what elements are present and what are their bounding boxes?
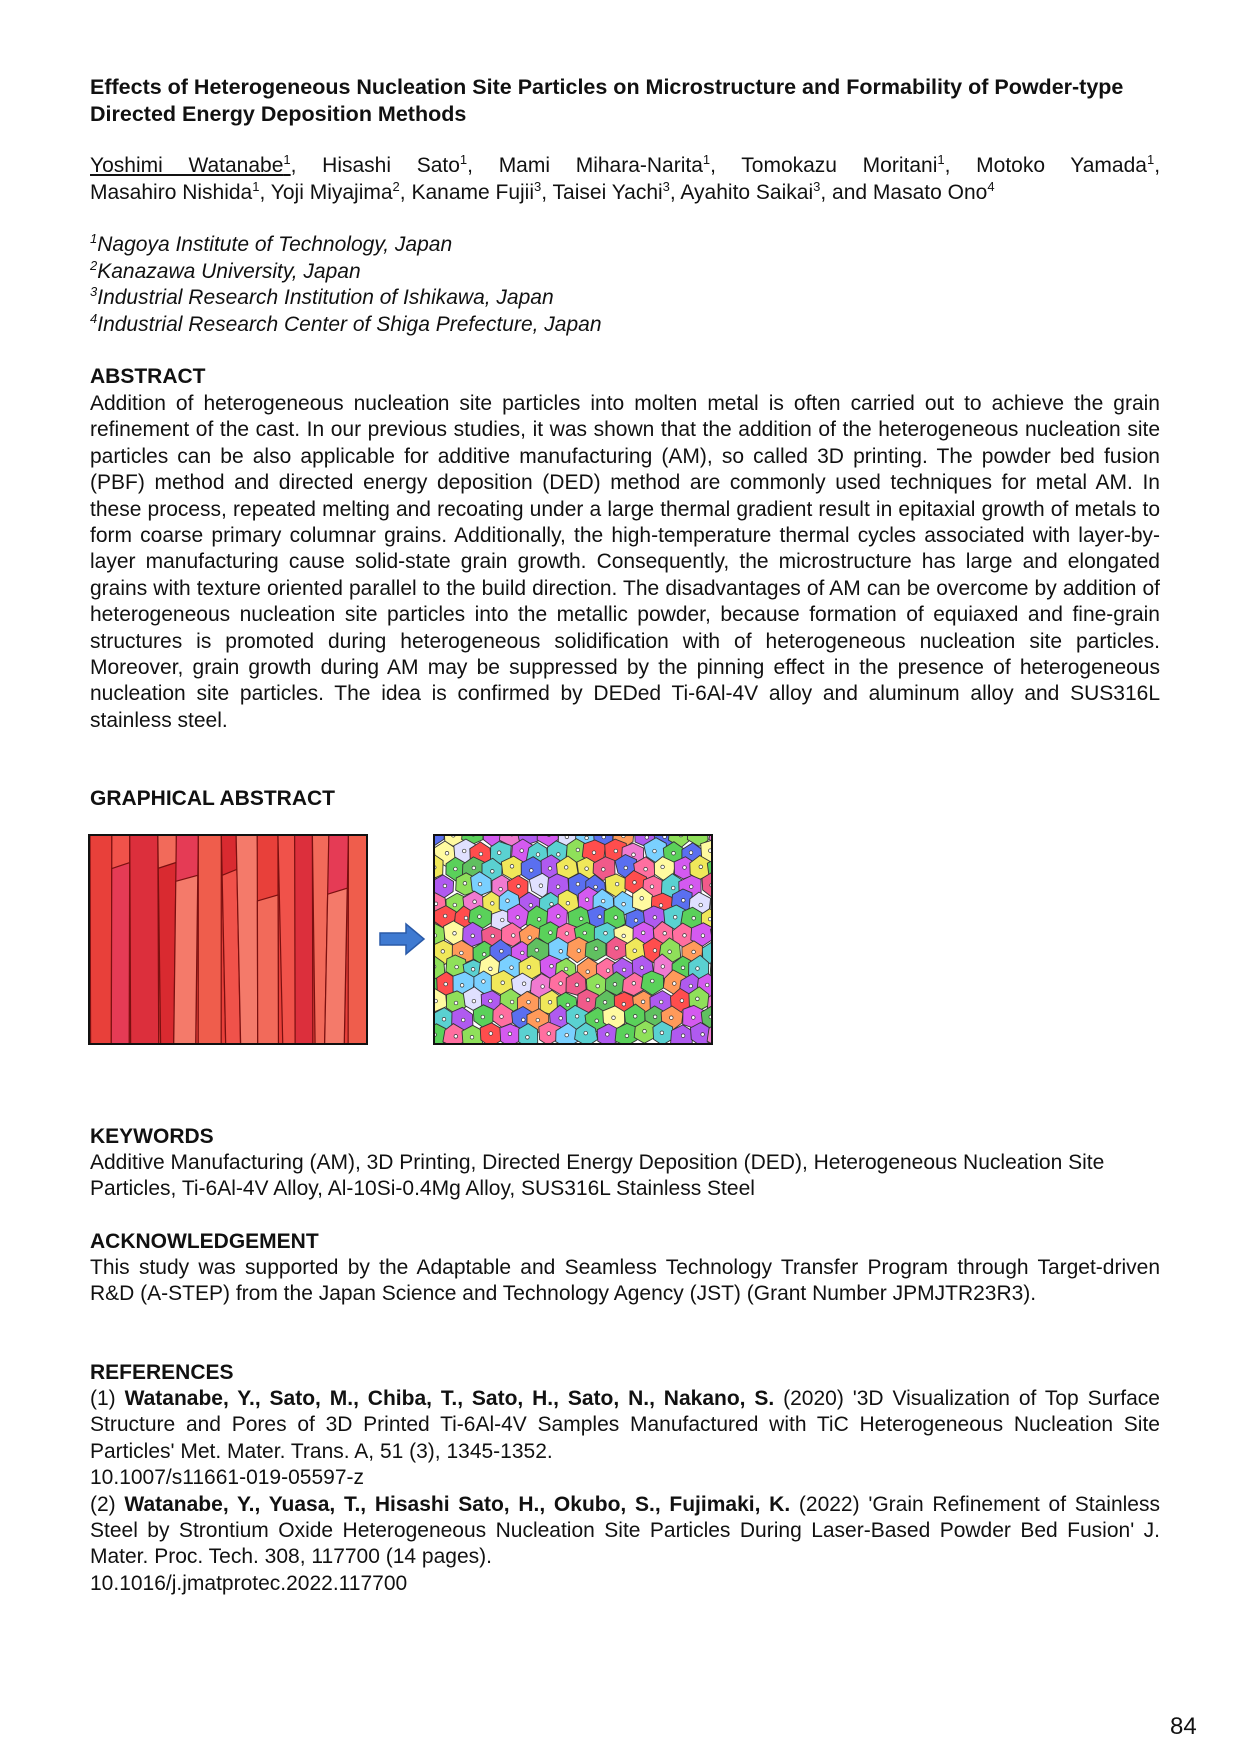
nucleation-particle xyxy=(633,881,637,885)
abstract-text: Addition of heterogeneous nucleation site particles into molten metal is often carried out to achieve the grain refinement of the cast. In our previous studies, it was shown that the addition of the heterogeneous nucleation site particles can be also applicable for additive manufacturing (AM), so called 3D printing. The powder bed fusion (PBF) method and directed energy deposition (DED) method are commonly used techniques for metal AM. In these process, repeated melting and recoating under a large thermal gradient result in epitaxial growth of metals to form coarse primary columnar grains. Additionally, the high-temperature thermal cycles associated with layer-by-layer manufacturing cause solid-state grain growth. Consequently, the microstructure has large and elongated grains with texture oriented parallel to the build direction. The disadvantages of AM can be overcome by addition of heterogeneous nucleation site particles into the metallic powder, because formation of equiaxed and fine-grain structures is promoted during heterogeneous solidification with of heterogeneous nucleation site particles. Moreover, grain growth during AM may be suppressed by the pinning effect in the presence of heterogeneous nucleation site particles. The idea is confirmed by DEDed Ti-6Al-4V alloy and aluminum alloy and SUS316L stainless steel. xyxy=(90,392,1160,732)
nucleation-particle xyxy=(548,1000,552,1004)
nucleation-particle xyxy=(586,970,590,974)
nucleation-particle xyxy=(535,948,539,952)
author-text: Ayahito Saikai xyxy=(680,181,814,204)
nucleation-particle xyxy=(634,919,638,923)
author-name xyxy=(499,154,710,177)
nucleation-particle xyxy=(460,951,464,955)
nucleation-particle xyxy=(709,1015,711,1019)
nucleation-particle xyxy=(606,1033,610,1037)
reference-item xyxy=(90,1492,1160,1598)
nucleation-particle xyxy=(653,849,657,853)
affiliation-item xyxy=(90,312,1160,339)
nucleation-particle xyxy=(632,982,636,986)
author-list: Yoshimi Watanabe$^1$, Hisashi Sato$^1$, Mami Mihara-Narita$^1$, Tomokazu Moritani$^1$, Motoko Yamada$^1$, Masahiro Nishida$^1$, Yoji Miyajima$^2$, Kaname Fujii$^3$, Taisei Yachi$^3$, Ayahito Saikai$^3$, and Masato Ono$^4$ xyxy=(90,152,1161,204)
nucleation-particle xyxy=(454,867,458,871)
nucleation-particle xyxy=(435,1033,436,1037)
nucleation-particle xyxy=(583,931,587,935)
nucleation-particle xyxy=(472,866,476,870)
author-affiliation-mark: 1 xyxy=(1146,152,1155,167)
nucleation-particle xyxy=(585,898,589,902)
nucleation-particle xyxy=(473,900,477,904)
author-name xyxy=(322,154,467,177)
nucleation-particle xyxy=(565,932,569,936)
nucleation-particle xyxy=(528,936,532,940)
nucleation-particle xyxy=(521,951,525,955)
nucleation-particle xyxy=(659,1000,663,1004)
nucleation-particle xyxy=(517,885,521,889)
nucleation-particle xyxy=(537,918,541,922)
nucleation-particle xyxy=(527,965,531,969)
reference-details: (2022) 'Grain Refinement of Stainless Steel by Strontium Oxide Heterogeneous Nucleation Site Particles During Laser-Based Powder Bed Fusion' J. Mater. Proc. Tech. 308, 117700 (14 pages). xyxy=(90,1492,1160,1569)
author-affiliation-mark: 1 xyxy=(252,179,260,194)
references-heading: REFERENCES xyxy=(90,1361,234,1384)
nucleation-particle xyxy=(557,853,561,857)
author-name xyxy=(976,154,1154,177)
author-affiliation-mark: 2 xyxy=(392,179,400,194)
nucleation-particle xyxy=(701,934,705,938)
nucleation-particle xyxy=(478,882,482,886)
columnar-grain xyxy=(198,836,221,1043)
nucleation-particle xyxy=(565,1033,569,1037)
nucleation-particle xyxy=(641,931,645,935)
columnar-grain xyxy=(348,836,366,1043)
affiliation-item xyxy=(90,259,1160,286)
nucleation-particle xyxy=(633,1015,637,1019)
nucleation-particle xyxy=(497,851,501,855)
nucleation-particle xyxy=(679,836,683,837)
nucleation-particle xyxy=(463,882,467,886)
nucleation-particle xyxy=(464,916,468,920)
nucleation-particle xyxy=(692,950,696,954)
columnar-grain xyxy=(111,863,129,1043)
columnar-grain xyxy=(130,836,159,1043)
nucleation-particle xyxy=(692,1016,696,1020)
nucleation-particle xyxy=(462,849,466,853)
nucleation-particle xyxy=(501,918,505,922)
nucleation-particle xyxy=(479,852,483,856)
nucleation-particle xyxy=(482,980,486,984)
nucleation-particle xyxy=(622,934,626,938)
acknowledgement-text: This study was supported by the Adaptable and Seamless Technology Transfer Program through Target-driven R&D (A-STEP) from the Japan Science and Technology Agency (JST) (Grant Number JPMJTR23R3). xyxy=(90,1256,1160,1306)
nucleation-particle xyxy=(491,902,495,906)
nucleation-particle xyxy=(592,851,596,855)
author-text: Masahiro Nishida xyxy=(90,181,253,204)
nucleation-particle xyxy=(633,949,637,953)
nucleation-particle xyxy=(500,1015,504,1019)
nucleation-particle xyxy=(575,983,579,987)
affiliation-text: Kanazawa University, Japan xyxy=(97,259,361,283)
nucleation-particle xyxy=(598,915,602,919)
author-name xyxy=(741,154,944,177)
affiliation-number: 4 xyxy=(90,310,98,326)
nucleation-particle xyxy=(689,885,693,889)
nucleation-particle xyxy=(645,836,649,839)
nucleation-particle xyxy=(549,931,553,935)
nucleation-particle xyxy=(453,932,457,936)
nucleation-particle xyxy=(461,1018,465,1022)
nucleation-particle xyxy=(673,915,677,919)
columnar-grain-image xyxy=(88,834,368,1045)
nucleation-particle xyxy=(506,899,510,903)
nucleation-particle xyxy=(460,984,464,988)
author-affiliation-mark: 3 xyxy=(534,179,542,194)
nucleation-particle xyxy=(482,953,486,957)
nucleation-particle xyxy=(603,1001,607,1005)
columnar-grain xyxy=(325,888,348,1043)
paper-title: Effects of Heterogeneous Nucleation Site Particles on Microstructure and Formability of Powder-type Directed Energy Deposition Methods xyxy=(90,75,1124,126)
author-name xyxy=(680,181,820,204)
nucleation-particle xyxy=(709,849,712,853)
nucleation-particle xyxy=(442,1017,446,1021)
nucleation-particle xyxy=(471,968,475,972)
nucleation-particle xyxy=(651,979,655,983)
author-text: Mami Mihara-Narita xyxy=(498,154,703,177)
nucleation-particle xyxy=(576,848,580,852)
author-affiliation-mark: 1 xyxy=(937,152,945,167)
nucleation-particle xyxy=(614,849,618,853)
affiliation-item xyxy=(90,285,1160,312)
reference-item xyxy=(90,1386,1160,1492)
nucleation-particle xyxy=(559,1016,563,1020)
nucleation-particle xyxy=(650,885,654,889)
reference-number: (2) xyxy=(90,1492,116,1516)
columnar-grain xyxy=(257,895,278,1043)
nucleation-particle xyxy=(550,964,554,968)
nucleation-particle xyxy=(565,836,569,839)
nucleation-particle xyxy=(501,981,505,985)
reference-authors: Watanabe, Y., Sato, M., Chiba, T., Sato, H., Sato, N., Nakano, S. xyxy=(124,1387,775,1410)
nucleation-particle xyxy=(445,851,449,855)
author-affiliation-mark: 1 xyxy=(459,152,468,167)
nucleation-particle xyxy=(520,849,524,853)
nucleation-particle xyxy=(559,950,563,954)
nucleation-particle xyxy=(622,836,626,838)
nucleation-particle xyxy=(594,947,598,951)
nucleation-particle xyxy=(585,867,589,871)
nucleation-particle xyxy=(444,982,448,986)
nucleation-particle xyxy=(564,866,568,870)
nucleation-particle xyxy=(596,984,600,988)
nucleation-particle xyxy=(489,967,493,971)
nucleation-particle xyxy=(710,883,711,887)
nucleation-particle xyxy=(510,966,514,970)
nucleation-particle xyxy=(586,998,590,1002)
reference-details: (2020) '3D Visualization of Top Surface Structure and Pores of 3D Printed Ti-6Al-4V Samples Manufactured with TiC Heterogeneous Nucleation Site Particles' Met. Mater. Trans. A, 51 (3), 1345-1352. xyxy=(90,1387,1160,1463)
nucleation-particle xyxy=(472,999,476,1003)
affiliation-text: Industrial Research Center of Shiga Prefecture, Japan xyxy=(97,312,602,336)
nucleation-particle xyxy=(672,851,676,855)
nucleation-particle xyxy=(454,1001,458,1005)
nucleation-particle xyxy=(671,886,675,890)
nucleation-particle xyxy=(699,903,703,907)
columnar-grain xyxy=(174,875,198,1043)
abstract-heading: ABSTRACT xyxy=(90,365,206,388)
nucleation-particle xyxy=(453,903,457,907)
nucleation-particle xyxy=(595,1019,599,1023)
author-name xyxy=(411,181,541,204)
nucleation-particle xyxy=(689,851,693,855)
nucleation-particle xyxy=(566,1003,570,1007)
nucleation-particle xyxy=(653,916,657,920)
nucleation-particle xyxy=(615,882,619,886)
nucleation-particle xyxy=(566,901,570,905)
nucleation-particle xyxy=(443,914,447,918)
author-text: Kaname Fujii xyxy=(411,181,535,204)
nucleation-particle xyxy=(491,934,495,938)
nucleation-particle xyxy=(622,968,626,972)
author-affiliation-mark: 4 xyxy=(987,179,995,194)
nucleation-particle xyxy=(510,1000,514,1004)
keywords-text: Additive Manufacturing (AM), 3D Printing, Directed Energy Deposition (DED), Heterogeneous Nucleation Site Particles, Ti-6Al-4V Alloy, Al-10Si-0.4Mg Alloy, SUS316L Stainless Steel xyxy=(90,1151,1105,1201)
nucleation-particle xyxy=(512,934,516,938)
nucleation-particle xyxy=(489,999,493,1003)
nucleation-particle xyxy=(612,1016,616,1020)
nucleation-particle xyxy=(696,967,700,971)
nucleation-particle xyxy=(452,836,456,837)
author-text: Yoji Miyajima xyxy=(270,181,393,204)
nucleation-particle xyxy=(536,1018,540,1022)
reference-doi[interactable]: 10.1007/s11661-019-05597-z xyxy=(90,1466,364,1490)
affiliation-list xyxy=(90,232,1160,338)
author-name xyxy=(271,181,400,204)
affiliation-number: 2 xyxy=(90,257,98,273)
equiaxed-grain-image xyxy=(433,834,713,1045)
author-name xyxy=(90,181,259,204)
author-affiliation-mark: 3 xyxy=(662,179,670,194)
nucleation-particle xyxy=(539,884,543,888)
author-name xyxy=(90,154,291,177)
nucleation-particle xyxy=(541,985,545,989)
nucleation-particle xyxy=(681,966,685,970)
nucleation-particle xyxy=(529,904,533,908)
reference-doi[interactable]: 10.1016/j.jmatprotec.2022.117700 xyxy=(90,1571,408,1595)
nucleation-particle xyxy=(435,999,438,1003)
columnar-grain xyxy=(295,836,313,1043)
nucleation-particle xyxy=(441,950,445,954)
page-number: 84 xyxy=(1170,1713,1197,1740)
nucleation-particle xyxy=(522,982,526,986)
nucleation-particle xyxy=(500,949,504,953)
nucleation-particle xyxy=(622,902,626,906)
nucleation-particle xyxy=(527,1000,531,1004)
columnar-grain xyxy=(90,836,112,1043)
nucleation-particle xyxy=(683,866,687,870)
nucleation-particle xyxy=(681,1034,685,1038)
nucleation-particle xyxy=(614,916,618,920)
nucleation-particle xyxy=(443,884,447,888)
nucleation-particle xyxy=(576,882,580,886)
nucleation-particle xyxy=(606,969,610,973)
nucleation-particle xyxy=(615,946,619,950)
affiliation-number: 1 xyxy=(90,231,98,246)
affiliation-text: Industrial Research Institution of Ishikawa, Japan xyxy=(97,286,554,309)
nucleation-particle xyxy=(663,932,667,936)
nucleation-particle xyxy=(455,965,459,969)
nucleation-particle xyxy=(708,917,711,921)
nucleation-particle xyxy=(659,904,663,908)
nucleation-particle xyxy=(683,934,687,938)
author-affiliation-mark: 3 xyxy=(813,179,821,194)
nucleation-particle xyxy=(454,1035,458,1039)
nucleation-particle xyxy=(653,1015,657,1019)
nucleation-particle xyxy=(556,885,560,889)
nucleation-particle xyxy=(508,1032,512,1036)
author-text: Yoshimi Watanabe xyxy=(90,154,284,177)
graphical-abstract-heading: GRAPHICAL ABSTRACT xyxy=(90,787,335,810)
nucleation-particle xyxy=(435,934,437,938)
nucleation-particle xyxy=(604,931,608,935)
keywords-heading: KEYWORDS xyxy=(90,1125,214,1148)
nucleation-particle xyxy=(613,983,617,987)
nucleation-particle xyxy=(557,915,561,919)
nucleation-particle xyxy=(622,1002,626,1006)
nucleation-particle xyxy=(624,866,628,870)
nucleation-particle xyxy=(663,836,667,839)
nucleation-particle xyxy=(699,865,703,869)
nucleation-particle xyxy=(653,949,657,953)
nucleation-particle xyxy=(435,965,436,969)
nucleation-particle xyxy=(435,866,436,870)
nucleation-particle xyxy=(682,899,686,903)
nucleation-particle xyxy=(602,868,606,872)
nucleation-particle xyxy=(594,885,598,889)
acknowledgement-heading: ACKNOWLEDGEMENT xyxy=(90,1230,319,1253)
nucleation-particle xyxy=(579,917,583,921)
nucleation-particle xyxy=(660,1031,664,1035)
nucleation-particle xyxy=(640,897,644,901)
nucleation-particle xyxy=(632,853,636,857)
nucleation-particle xyxy=(575,1015,579,1019)
columnar-grain-svg xyxy=(90,836,366,1043)
nucleation-particle xyxy=(470,1035,474,1039)
nucleation-particle xyxy=(577,949,581,953)
affiliation-number: 3 xyxy=(90,284,98,299)
nucleation-particle xyxy=(661,865,665,869)
author-affiliation-mark: 1 xyxy=(283,152,291,167)
reference-number: (1) xyxy=(90,1387,116,1410)
nucleation-particle xyxy=(643,1029,647,1033)
author-text: Taisei Yachi xyxy=(552,181,663,204)
author-text: Motoko Yamada xyxy=(976,154,1147,177)
nucleation-particle xyxy=(673,982,677,986)
nucleation-particle xyxy=(547,836,551,837)
nucleation-particle xyxy=(471,934,475,938)
nucleation-particle xyxy=(526,1036,530,1040)
nucleation-particle xyxy=(530,869,534,873)
affiliation-text: Nagoya Institute of Technology, Japan xyxy=(97,233,453,256)
nucleation-particle xyxy=(489,1032,493,1036)
nucleation-particle xyxy=(516,916,520,920)
reference-authors: Watanabe, Y., Yuasa, T., Hisashi Sato, H., Okubo, S., Fujimaki, K. xyxy=(124,1492,791,1516)
nucleation-particle xyxy=(701,1033,705,1037)
nucleation-particle xyxy=(670,1016,674,1020)
nucleation-particle xyxy=(548,867,552,871)
nucleation-particle xyxy=(481,1015,485,1019)
nucleation-particle xyxy=(641,1000,645,1004)
nucleation-particle xyxy=(510,865,514,869)
affiliation-item xyxy=(90,232,1160,259)
nucleation-particle xyxy=(644,867,648,871)
nucleation-particle xyxy=(564,967,568,971)
nucleation-particle xyxy=(478,915,482,919)
nucleation-particle xyxy=(640,966,644,970)
nucleation-particle xyxy=(435,902,438,906)
author-text: Hisashi Sato xyxy=(322,154,460,177)
author-name xyxy=(553,181,670,204)
right-arrow-icon xyxy=(378,922,426,956)
nucleation-particle xyxy=(680,999,684,1003)
nucleation-particle xyxy=(536,853,540,857)
nucleation-particle xyxy=(584,1031,588,1035)
nucleation-particle xyxy=(559,982,563,986)
author-text: Masato Ono xyxy=(872,181,988,204)
nucleation-particle xyxy=(625,1034,629,1038)
author-affiliation-mark: 1 xyxy=(702,152,711,167)
nucleation-particle xyxy=(689,984,693,988)
nucleation-particle xyxy=(705,983,709,987)
nucleation-particle xyxy=(668,950,672,954)
author-text: Tomokazu Moritani xyxy=(741,154,938,177)
nucleation-particle xyxy=(550,903,554,907)
nucleation-particle xyxy=(602,836,606,839)
nucleation-particle xyxy=(491,870,495,874)
nucleation-particle xyxy=(696,997,700,1001)
equiaxed-grain-svg xyxy=(435,836,711,1043)
nucleation-particle xyxy=(522,1018,526,1022)
nucleation-particle xyxy=(601,899,605,903)
nucleation-particle xyxy=(661,965,665,969)
nucleation-particle xyxy=(585,836,589,840)
author-name xyxy=(873,181,995,204)
reference-list xyxy=(90,1386,1160,1597)
nucleation-particle xyxy=(692,916,696,920)
nucleation-particle xyxy=(499,887,503,891)
nucleation-particle xyxy=(547,1032,551,1036)
